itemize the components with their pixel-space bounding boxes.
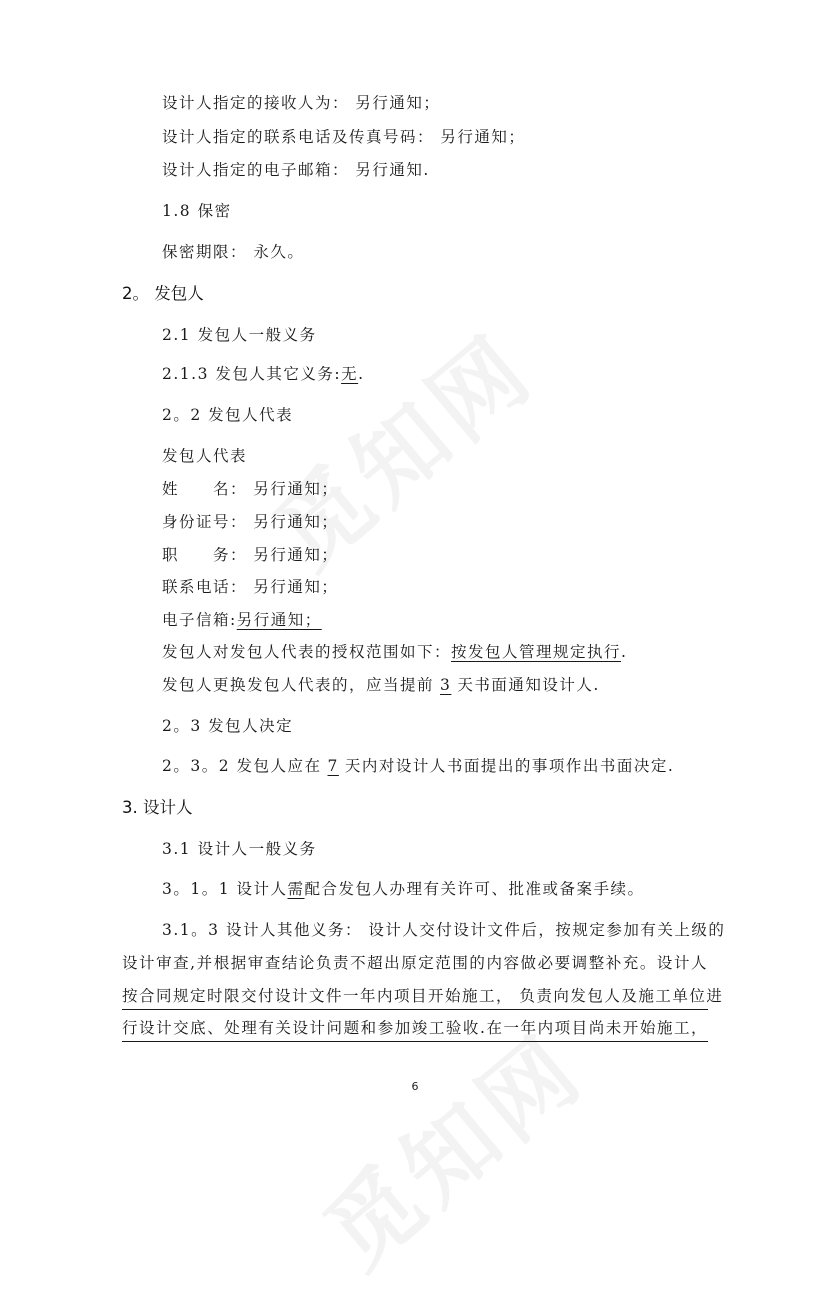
employer-rep-label: 发包人代表 xyxy=(162,447,248,465)
employer-other-obligations xyxy=(162,364,365,384)
employer-decision-heading: 2。3 发包人决定 xyxy=(162,717,294,735)
authority-prefix: 发包人对发包人代表的授权范围如下： xyxy=(162,643,452,661)
phone-fax-line: 设计人指定的联系电话及传真号码： 另行通知； xyxy=(162,128,526,146)
email-line: 设计人指定的电子邮箱： 另行通知. xyxy=(162,161,430,179)
employer-rep-heading: 2。2 发包人代表 xyxy=(162,406,294,424)
rep-authority-line xyxy=(162,642,627,662)
replace-days: 3 xyxy=(440,676,452,694)
watermark-bottom xyxy=(293,999,608,1293)
rep-email-line xyxy=(162,610,322,630)
authority-value: 按发包人管理规定执行 xyxy=(451,643,622,661)
receiver-line: 设计人指定的接收人为： 另行通知； xyxy=(162,94,441,112)
decision-days: 7 xyxy=(327,757,339,775)
replace-suffix: 天书面通知设计人. xyxy=(457,676,600,694)
rep-phone-line: 联系电话： 另行通知； xyxy=(162,578,339,596)
designer-item-3-line-4: 行设计交底、处理有关设计问题和参加竣工验收.在一年内项目尚未开始施工， xyxy=(122,1019,708,1037)
item1-prefix: 3。1。1 设计人 xyxy=(162,880,288,898)
confidentiality-term: 保密期限： 永久。 xyxy=(162,243,305,261)
decision-suffix: 天内对设计人书面提出的事项作出书面决定. xyxy=(344,757,675,775)
other-obligations-suffix: . xyxy=(358,365,365,383)
decision-prefix: 2。3。2 发包人应在 xyxy=(162,757,322,775)
rep-name-line: 姓 名： 另行通知； xyxy=(162,480,339,498)
section-3-title: 3. 设计人 xyxy=(122,798,193,817)
designer-general-obligations: 3.1 设计人一般义务 xyxy=(162,840,317,858)
item1-underlined: 需 xyxy=(287,880,305,898)
page-number: 6 xyxy=(411,1080,419,1093)
confidentiality-heading: 1.8 保密 xyxy=(162,202,232,220)
rep-email-value: 另行通知； xyxy=(236,611,322,629)
designer-item-3-line-2: 设计审查,并根据审查结论负责不超出原定范围的内容做必要调整补充。设计人 xyxy=(122,954,708,972)
designer-item-3-line-3: 按合同规定时限交付设计文件一年内项目开始施工， 负责向发包人及施工单位进 xyxy=(122,987,724,1005)
rep-id-line: 身份证号： 另行通知； xyxy=(162,513,339,531)
section-2-title: 2。 发包人 xyxy=(122,284,204,303)
rep-replace-line xyxy=(162,675,600,695)
employer-decision-line xyxy=(162,756,674,776)
other-obligations-prefix: 2.1.3 发包人其它义务: xyxy=(162,365,342,383)
replace-prefix: 发包人更换发包人代表的，应当提前 xyxy=(162,676,435,694)
item-3-line-3-underline xyxy=(122,1009,708,1010)
designer-item-1 xyxy=(162,879,645,899)
designer-item-3-line-1: 3.1。3 设计人其他义务： 设计人交付设计文件后，按规定参加有关上级的 xyxy=(162,921,726,939)
employer-general-obligations: 2.1 发包人一般义务 xyxy=(162,326,317,344)
item1-suffix: 配合发包人办理有关许可、批准或备案手续。 xyxy=(304,880,645,898)
rep-position-line: 职 务： 另行通知； xyxy=(162,546,339,564)
rep-email-prefix: 电子信箱: xyxy=(162,611,237,629)
other-obligations-value: 无 xyxy=(341,365,359,383)
item-3-line-4-underline xyxy=(122,1041,708,1042)
authority-suffix: . xyxy=(621,643,628,661)
